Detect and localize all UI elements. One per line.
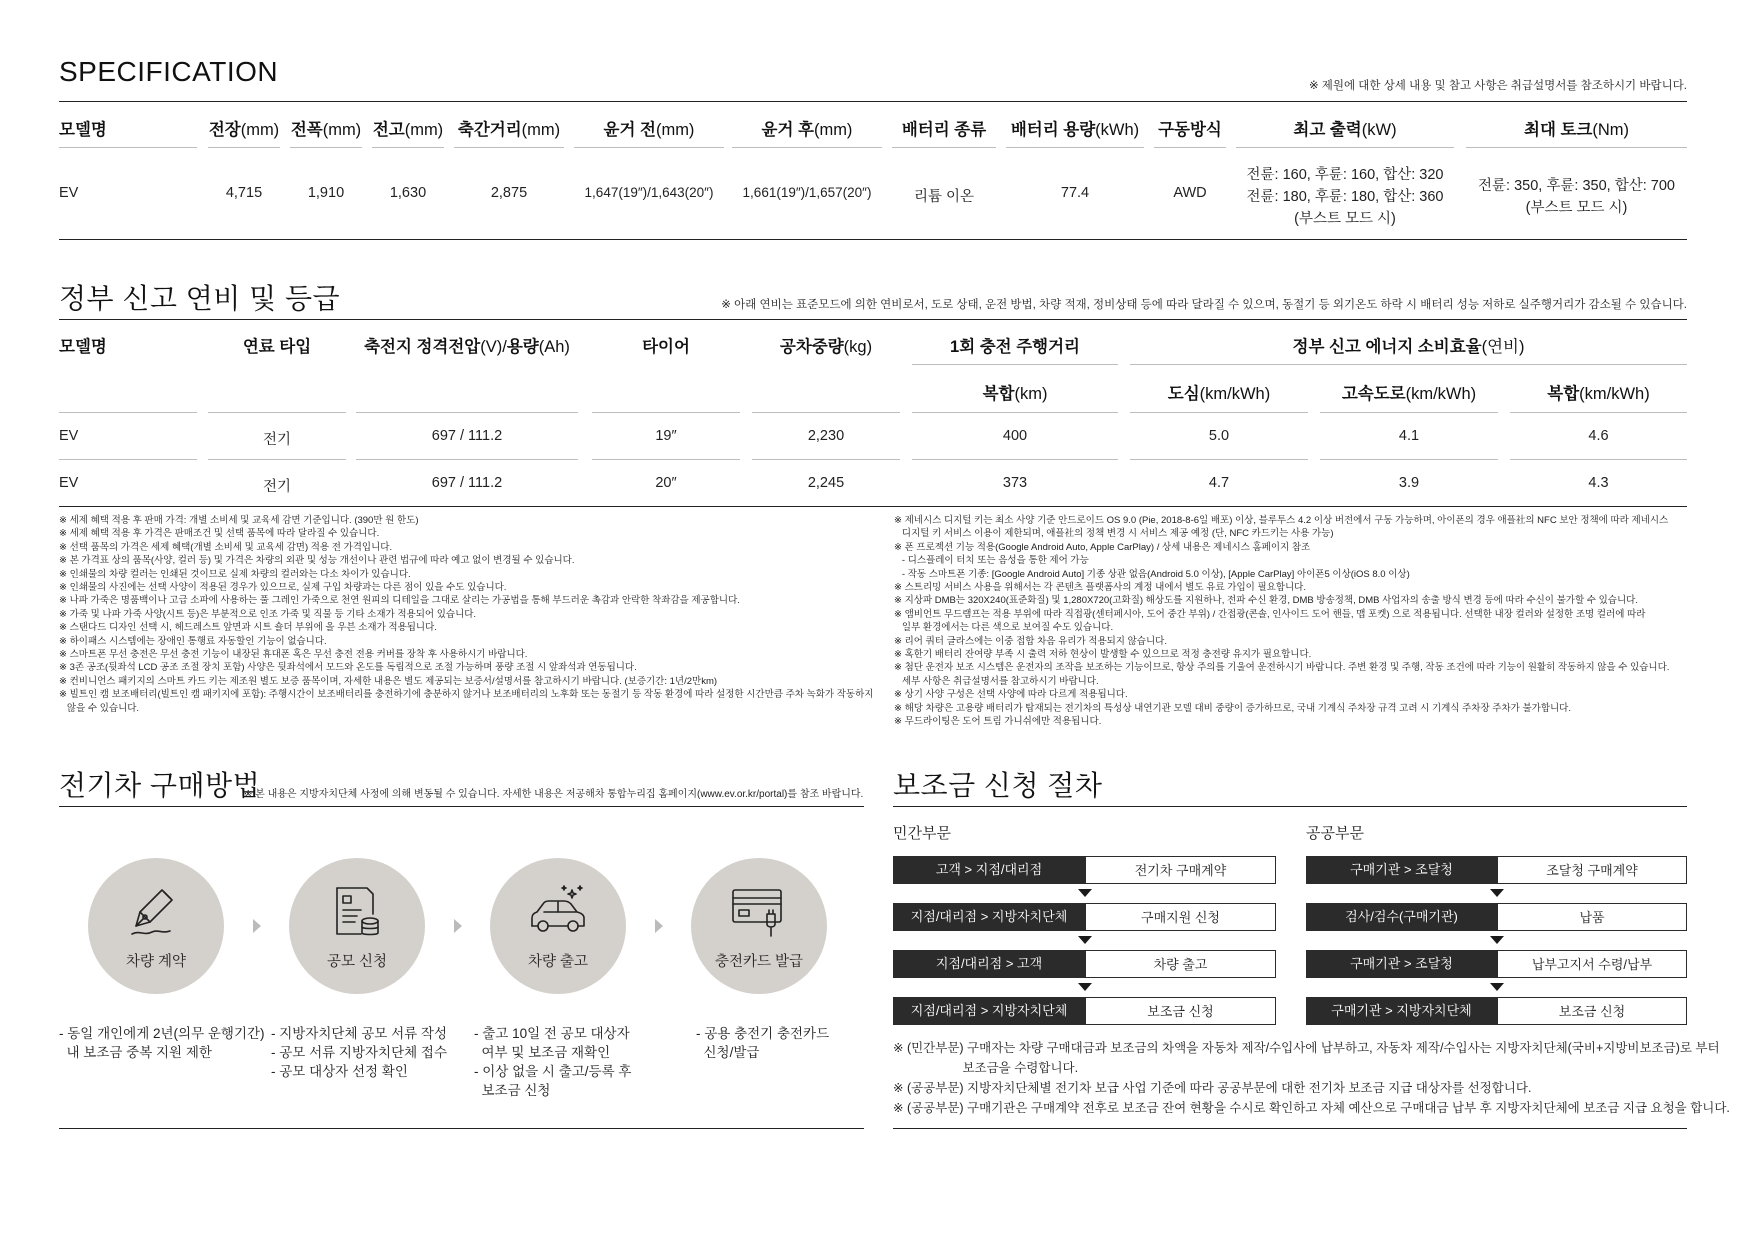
eff-header-underline bbox=[592, 412, 740, 413]
step-line: - 지방자치단체 공모 서류 작성 bbox=[271, 1026, 447, 1041]
eff-header-highway: 고속도로(km/kWh) bbox=[1341, 385, 1477, 403]
footnote: 않을 수 있습니다. bbox=[59, 702, 140, 714]
spec-cell-power-3: (부스트 모드 시) bbox=[1294, 211, 1396, 227]
eff-row1-range: 400 bbox=[1002, 428, 1028, 444]
spec-cell-power-1: 전륜: 160, 후륜: 160, 합산: 320 bbox=[1246, 167, 1444, 183]
eff-group-underline bbox=[912, 364, 1118, 365]
eff-row-underline bbox=[592, 459, 740, 460]
public-step-3-what: 납부고지서 수령/납부 bbox=[1497, 950, 1687, 978]
footnote: ※ 앰비언트 무드램프는 적용 부위에 따라 직접광(센터페시아, 도어 중간 부위) / 간접광(콘솔, 인사이드 도어 핸들, 맵 포켓) 으로 적용됩니다. 선택한 내장 컬러와 설정한 조명 컬러에 따라 bbox=[894, 608, 1646, 620]
flow-arrow-down bbox=[1490, 983, 1504, 991]
spec-cell-track-rear: 1,661(19″)/1,657(20″) bbox=[742, 185, 872, 200]
eff-row-underline bbox=[208, 459, 346, 460]
private-step-3-who: 지점/대리점 > 고객 bbox=[893, 950, 1085, 978]
eff-row-underline bbox=[1130, 459, 1308, 460]
public-step-4-who: 구매기관 > 지방자치단체 bbox=[1306, 997, 1497, 1025]
footnote: - 작동 스마트폰 기종: [Google Android Auto] 기종 상관 없음(Android 5.0 이상), [Apple CarPlay] 아이폰5 이상(iOS 8.0 이상) bbox=[894, 568, 1410, 580]
spec-cell-width: 1,910 bbox=[307, 185, 345, 201]
spec-header-underline bbox=[208, 147, 280, 148]
footnote: 디지털 키 서비스 이용이 제한되며, 애플社의 정책 변경 시 서비스 제공 예정 (단, NFC 카드키는 사용 가능) bbox=[894, 528, 1334, 540]
footnote: ※ 혹한기 배터리 잔여량 부족 시 출력 저하 현상이 발생할 수 있으므로 적정 충전량 유지가 필요합니다. bbox=[894, 649, 1312, 661]
private-step-3-what: 차량 출고 bbox=[1085, 950, 1276, 978]
flow-arrow-down bbox=[1078, 983, 1092, 991]
eff-group-underline bbox=[1130, 364, 1687, 365]
eff-row1-tire: 19″ bbox=[655, 428, 677, 444]
footnote: ※ 나파 가죽은 명품백이나 고급 소파에 사용하는 풀 그레인 가죽으로 천연 원피의 디테일을 그대로 살리는 가공법을 통해 부드러운 촉감과 안락한 착좌감을 제공합니다. bbox=[59, 595, 740, 607]
spec-header-power: 최고 출력(kW) bbox=[1293, 121, 1397, 139]
spec-cell-length: 4,715 bbox=[225, 185, 263, 201]
spec-header-length: 전장(mm) bbox=[208, 121, 280, 139]
eff-header-underline bbox=[912, 412, 1118, 413]
subsidy-top-rule bbox=[893, 806, 1687, 807]
public-sector-label: 공공부문 bbox=[1306, 825, 1364, 842]
flow-arrow-down bbox=[1490, 936, 1504, 944]
private-step-4-who: 지점/대리점 > 지방자치단체 bbox=[893, 997, 1085, 1025]
footnote: ※ 인쇄물의 차량 컬러는 인쇄된 것이므로 실제 차량의 컬러와는 다소 차이가 있습니다. bbox=[59, 568, 411, 580]
spec-cell-battery-type: 리튬 이온 bbox=[913, 189, 975, 205]
spec-header-track-rear: 윤거 후(mm) bbox=[761, 121, 853, 139]
eff-row2-tire: 20″ bbox=[655, 475, 677, 491]
spec-cell-power-2: 전륜: 180, 후륜: 180, 합산: 360 bbox=[1246, 189, 1444, 205]
eff-header-fuel: 연료 타입 bbox=[242, 338, 312, 356]
eff-row2-range: 373 bbox=[1002, 475, 1028, 491]
step-description-charge-card bbox=[696, 1024, 829, 1062]
spec-header-underline bbox=[372, 147, 444, 148]
step-circle-charge-card bbox=[691, 858, 827, 994]
step-circle-delivery bbox=[490, 858, 626, 994]
public-step-4-what: 보조금 신청 bbox=[1497, 997, 1687, 1025]
public-step-1-what: 조달청 구매계약 bbox=[1497, 856, 1687, 884]
spec-header-width: 전폭(mm) bbox=[290, 121, 362, 139]
purchase-top-rule bbox=[59, 806, 864, 807]
step-line: - 출고 10일 전 공모 대상자 bbox=[474, 1026, 630, 1041]
spec-header-track-front: 윤거 전(mm) bbox=[603, 121, 695, 139]
spec-bottom-rule bbox=[59, 239, 1687, 240]
eff-row2-fuel: 전기 bbox=[262, 479, 291, 495]
flow-arrow-down bbox=[1490, 889, 1504, 897]
subsidy-notes bbox=[893, 1038, 1730, 1118]
footnote: ※ 해당 차량은 고용량 배터리가 탑재되는 전기차의 특성상 내연기관 모델 대비 중량이 증가하므로, 국내 기계식 주차장 규격 고려 시 기계식 주차장 주차가 불가합니다. bbox=[894, 702, 1571, 714]
efficiency-title: 정부 신고 연비 및 등급 bbox=[59, 283, 341, 314]
eff-header-combined: 복합(km/kWh) bbox=[1547, 385, 1650, 403]
footnote: 일부 환경에서는 다른 색으로 보여질 수도 있습니다. bbox=[894, 622, 1114, 634]
flow-arrow-down bbox=[1078, 936, 1092, 944]
footnotes-left bbox=[59, 514, 874, 715]
footnote: ※ 제네시스 디지털 키는 최소 사양 기준 안드로이드 OS 9.0 (Pie, 2018-8-6일 배포) 이상, 블루투스 4.2 이상 버전에서 구동 가능하며, 아이폰의 경우 애플社의 NFC 보안 정책에 따라 제네시스 bbox=[894, 515, 1669, 526]
step-line: - 공모 대상자 선정 확인 bbox=[271, 1064, 408, 1079]
step-label: 차량 출고 bbox=[527, 954, 589, 970]
pen-signature-icon bbox=[126, 884, 186, 940]
eff-row-underline bbox=[1320, 459, 1498, 460]
public-step-2-what: 납품 bbox=[1497, 903, 1687, 931]
footnote: ※ 빌트인 캠 보조배터리(빌트인 캠 패키지에 포함): 주행시간이 보조배터리를 충전하기에 충분하지 않거나 보조배터리의 노후화 또는 동절기 등 작동 환경에 따라 설정한 시간만큼 주차 녹화가 작동하지 bbox=[59, 689, 874, 701]
eff-header-range-combined: 복합(km) bbox=[982, 385, 1048, 403]
step-arrow bbox=[454, 919, 462, 933]
private-step-1-what: 전기차 구매계약 bbox=[1085, 856, 1276, 884]
footnote: ※ 스트리밍 서비스 사용을 위해서는 각 콘텐츠 플랫폼사의 계정 내에서 별도 유료 가입이 필요합니다. bbox=[894, 582, 1306, 594]
eff-header-underline bbox=[208, 412, 346, 413]
eff-row1-weight: 2,230 bbox=[807, 428, 845, 444]
eff-header-underline bbox=[1510, 412, 1687, 413]
eff-row2-battery: 697 / 111.2 bbox=[431, 475, 503, 491]
footnote: ※ 폰 프로젝션 기능 적용(Google Android Auto, Apple CarPlay) / 상세 내용은 제네시스 홈페이지 참조 bbox=[894, 541, 1311, 553]
public-step-2-who: 검사/검수(구매기관) bbox=[1306, 903, 1497, 931]
spec-header-underline bbox=[454, 147, 564, 148]
purchase-bottom-rule bbox=[59, 1128, 864, 1129]
efficiency-note: ※ 아래 연비는 표준모드에 의한 연비로서, 도로 상태, 운전 방법, 차량 적재, 정비상태 등에 따라 달라질 수 있으며, 동절기 등 외기온도 하락 시 배터리 성능 저하로 실주행거리가 감소될 수 있습니다. bbox=[721, 299, 1687, 311]
footnote: ※ 세제 혜택 적용 후 가격은 판매조건 및 선택 품목에 따라 달라질 수 있습니다. bbox=[59, 528, 380, 540]
step-line: 여부 및 보조금 재확인 bbox=[474, 1045, 611, 1060]
eff-header-underline bbox=[752, 412, 900, 413]
step-label: 차량 계약 bbox=[125, 954, 187, 970]
eff-row1-model: EV bbox=[59, 428, 79, 444]
eff-row-underline bbox=[356, 459, 578, 460]
spec-cell-torque-1: 전륜: 350, 후륜: 350, 합산: 700 bbox=[1478, 178, 1675, 194]
step-label: 충전카드 발급 bbox=[714, 954, 804, 970]
spec-top-rule bbox=[59, 101, 1687, 102]
eff-row-underline bbox=[1510, 459, 1687, 460]
eff-header-underline bbox=[1130, 412, 1308, 413]
footnote: ※ 컨비니언스 패키지의 스마트 카드 키는 제조원 별도 보증 품목이며, 자세한 내용은 별도 제공되는 보증서/설명서를 참고하시기 바랍니다. (보증기간: 1년/2만km) bbox=[59, 675, 718, 687]
spec-header-height: 전고(mm) bbox=[372, 121, 444, 139]
step-circle-application bbox=[289, 858, 425, 994]
spec-header-wheelbase: 축간거리(mm) bbox=[457, 121, 561, 139]
private-step-4-what: 보조금 신청 bbox=[1085, 997, 1276, 1025]
car-sparkle-icon bbox=[528, 884, 588, 940]
step-line: - 공용 충전기 충전카드 bbox=[696, 1026, 830, 1041]
eff-header-tire: 타이어 bbox=[642, 338, 690, 356]
eff-row2-model: EV bbox=[59, 475, 79, 491]
footnote: ※ 세제 혜택 적용 후 판매 가격: 개별 소비세 및 교육세 감면 기준입니다. (390만 원 한도) bbox=[59, 515, 419, 526]
eff-row-underline bbox=[59, 459, 197, 460]
step-arrow bbox=[655, 919, 663, 933]
footnote: ※ 스탠다드 디자인 선택 시, 헤드레스트 앞면과 시트 숄더 부위에 올 우븐 소재가 적용됩니다. bbox=[59, 622, 437, 634]
eff-header-battery: 축전지 정격전압(V)/용량(Ah) bbox=[364, 338, 570, 356]
step-line: - 이상 없을 시 출고/등록 후 bbox=[474, 1064, 632, 1079]
eff-row2-combined: 4.3 bbox=[1588, 475, 1609, 491]
footnote: ※ 지상파 DMB는 320X240(표준화질) 및 1,280X720(고화질) 해상도를 지원하나, 전파 수신 환경, DMB 방송정책, DMB 사업자의 송출 방식 변경 등에 따라 수신이 불가할 수 있습니다. bbox=[894, 595, 1638, 607]
subsidy-note: ※ (공공부문) 구매기관은 구매계약 전후로 보조금 잔여 현황을 수시로 확인하고 자체 예산으로 구매대금 납부 후 지방자치단체에 보조금 지급 요청을 합니다. bbox=[893, 1101, 1730, 1115]
spec-cell-track-front: 1,647(19″)/1,643(20″) bbox=[584, 185, 714, 200]
footnote: ※ 선택 품목의 가격은 세제 혜택(개별 소비세 및 교육세 감면) 적용 전 가격입니다. bbox=[59, 541, 393, 553]
footnotes-right bbox=[894, 514, 1688, 729]
footnote: 세부 사항은 취급설명서를 참고하시기 바랍니다. bbox=[894, 675, 1099, 687]
spec-header-underline bbox=[59, 147, 197, 148]
private-sector-label: 민간부문 bbox=[893, 825, 951, 842]
eff-header-underline bbox=[356, 412, 578, 413]
spec-cell-drive: AWD bbox=[1173, 185, 1207, 201]
subsidy-title: 보조금 신청 절차 bbox=[893, 770, 1103, 801]
eff-header-energy: 정부 신고 에너지 소비효율(연비) bbox=[1292, 338, 1525, 356]
flow-arrow-down bbox=[1078, 889, 1092, 897]
spec-header-underline bbox=[1006, 147, 1144, 148]
step-description-application bbox=[271, 1024, 447, 1081]
spec-header-underline bbox=[1154, 147, 1226, 148]
step-description-delivery bbox=[474, 1024, 631, 1100]
step-line: 보조금 신청 bbox=[474, 1083, 551, 1098]
purchase-note: ※ 본 내용은 지방자치단체 사정에 의해 변동될 수 있습니다. 자세한 내용은 저공해차 통합누리집 홈페이지(www.ev.or.kr/portal)를 참조 바랍니다. bbox=[244, 789, 864, 800]
private-step-1-who: 고객 > 지점/대리점 bbox=[893, 856, 1085, 884]
spec-header-underline bbox=[1466, 147, 1687, 148]
eff-header-range: 1회 충전 주행거리 bbox=[950, 338, 1080, 356]
eff-row2-weight: 2,245 bbox=[807, 475, 845, 491]
footnote: ※ 첨단 운전자 보조 시스템은 운전자의 조작을 보조하는 기능이므로, 항상 주의를 기울여 운전하시기 바랍니다. 주변 환경 및 주행, 작동 조건에 따라 기능이 원활히 작동하지 않을 수 있습니다. bbox=[894, 662, 1670, 674]
subsidy-bottom-rule bbox=[893, 1128, 1687, 1129]
public-step-1-who: 구매기관 > 조달청 bbox=[1306, 856, 1497, 884]
eff-row-underline bbox=[912, 459, 1118, 460]
spec-header-battery-type: 배터리 종류 bbox=[901, 121, 987, 139]
eff-row1-fuel: 전기 bbox=[262, 432, 291, 448]
subsidy-note: 보조금을 수령합니다. bbox=[893, 1061, 1079, 1075]
eff-header-city: 도심(km/kWh) bbox=[1167, 385, 1271, 403]
eff-header-model: 모델명 bbox=[59, 338, 107, 356]
footnote: ※ 리어 쿼터 글라스에는 이중 접합 차음 유리가 적용되지 않습니다. bbox=[894, 635, 1167, 647]
spec-header-underline bbox=[290, 147, 362, 148]
document-coins-icon bbox=[327, 884, 387, 940]
step-line: - 공모 서류 지방자치단체 접수 bbox=[271, 1045, 447, 1060]
step-description-contract bbox=[59, 1024, 265, 1062]
spec-header-model: 모델명 bbox=[59, 121, 107, 139]
spec-cell-battery-capacity: 77.4 bbox=[1060, 185, 1090, 201]
footnote: ※ 하이패스 시스템에는 장애인 통행료 자동할인 기능이 없습니다. bbox=[59, 635, 327, 647]
spec-header-underline bbox=[732, 147, 882, 148]
efficiency-bottom-rule bbox=[59, 506, 1687, 507]
public-step-3-who: 구매기관 > 조달청 bbox=[1306, 950, 1497, 978]
spec-title: SPECIFICATION bbox=[59, 56, 279, 87]
subsidy-note: ※ (공공부문) 지방자치단체별 전기차 보급 사업 기준에 따라 공공부문에 대한 전기차 보조금 지급 대상자를 선정합니다. bbox=[893, 1081, 1532, 1095]
eff-header-underline bbox=[1320, 412, 1498, 413]
purchase-title: 전기차 구매방법 bbox=[59, 770, 261, 801]
step-line: - 동일 개인에게 2년(의무 운행기간) bbox=[59, 1026, 265, 1041]
eff-row-underline bbox=[752, 459, 900, 460]
subsidy-note: ※ (민간부문) 구매자는 차량 구매대금과 보조금의 차액을 자동차 제작/수입사에 납부하고, 자동차 제작/수입사는 지방자치단체(국비+지방비보조금)로 부터 bbox=[893, 1041, 1720, 1055]
eff-row2-highway: 3.9 bbox=[1398, 475, 1420, 491]
spec-cell-height: 1,630 bbox=[389, 185, 427, 201]
footnote: ※ 상기 사양 구성은 선택 사양에 따라 다르게 적용됩니다. bbox=[894, 689, 1128, 701]
eff-row1-combined: 4.6 bbox=[1588, 428, 1609, 444]
footnote: ※ 스마트폰 무선 충전은 무선 충전 기능이 내장된 휴대폰 혹은 무선 충전 전용 커버를 장착 후 사용하시기 바랍니다. bbox=[59, 649, 528, 661]
eff-header-underline bbox=[59, 412, 197, 413]
step-label: 공모 신청 bbox=[326, 954, 388, 970]
step-line: 내 보조금 중복 지원 제한 bbox=[59, 1045, 212, 1060]
charge-card-icon bbox=[729, 884, 789, 940]
spec-header-underline bbox=[574, 147, 724, 148]
step-arrow bbox=[253, 919, 261, 933]
spec-header-battery-capacity: 배터리 용량(kWh) bbox=[1010, 121, 1140, 139]
spec-cell-torque-2: (부스트 모드 시) bbox=[1525, 200, 1628, 216]
eff-header-weight: 공차중량(kg) bbox=[779, 338, 873, 356]
spec-note: ※ 제원에 대한 상세 내용 및 참고 사항은 취급설명서를 참조하시기 바랍니다. bbox=[1308, 80, 1687, 92]
efficiency-top-rule bbox=[59, 319, 1687, 320]
footnote: ※ 3존 공조(뒷좌석 LCD 공조 조절 장치 포함) 사양은 뒷좌석에서 모드와 온도를 독립적으로 조절 가능하며 풍량 조절 시 앞좌석과 연동됩니다. bbox=[59, 662, 637, 674]
spec-cell-model: EV bbox=[59, 185, 79, 201]
spec-cell-wheelbase: 2,875 bbox=[490, 185, 528, 201]
private-step-2-what: 구매지원 신청 bbox=[1085, 903, 1276, 931]
footnote: ※ 무드라이팅은 도어 트림 가니쉬에만 적용됩니다. bbox=[894, 716, 1102, 728]
eff-row1-battery: 697 / 111.2 bbox=[431, 428, 503, 444]
private-step-2-who: 지점/대리점 > 지방자치단체 bbox=[893, 903, 1085, 931]
eff-row2-city: 4.7 bbox=[1208, 475, 1230, 491]
spec-header-underline bbox=[1236, 147, 1454, 148]
footnote: ※ 인쇄물의 사진에는 선택 사양이 적용된 경우가 있으므로, 실제 구입 차량과는 다른 점이 있을 수도 있습니다. bbox=[59, 582, 507, 594]
footnote: ※ 가죽 및 나파 가죽 사양(시트 등)은 부분적으로 인조 가죽 및 직물 등 기타 소재가 적용되어 있습니다. bbox=[59, 608, 477, 620]
eff-row1-highway: 4.1 bbox=[1398, 428, 1420, 444]
spec-header-underline bbox=[892, 147, 996, 148]
step-line: 신청/발급 bbox=[696, 1045, 760, 1060]
footnote: ※ 본 가격표 상의 품목(사양, 컬러 등) 및 가격은 차량의 외관 및 성능 개선이나 관련 법규에 따라 예고 없이 변경될 수 있습니다. bbox=[59, 555, 575, 567]
eff-row1-city: 5.0 bbox=[1208, 428, 1230, 444]
footnote: - 디스플레이 터치 또는 음성을 통한 제어 가능 bbox=[894, 555, 1089, 567]
step-circle-contract bbox=[88, 858, 224, 994]
spec-header-torque: 최대 토크(Nm) bbox=[1524, 121, 1629, 139]
spec-header-drive: 구동방식 bbox=[1158, 121, 1222, 139]
